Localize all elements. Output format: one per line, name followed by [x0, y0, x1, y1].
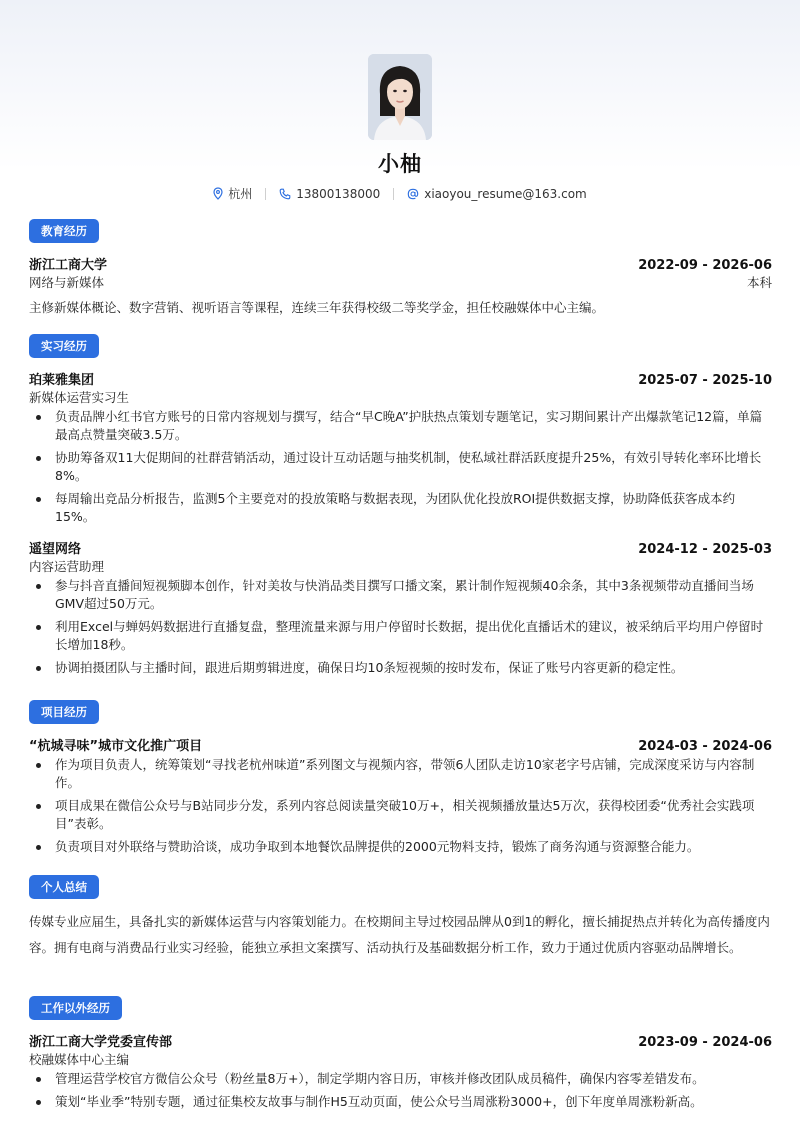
education-section — [29, 219, 772, 318]
contact-email — [407, 187, 587, 201]
project-header — [29, 735, 772, 754]
bullet-item: 项目成果在微信公众号与B站同步分发，系列内容总阅读量突破10万+，相关视频播放量达5万次，获得校团委“优秀社会实践项目”表彰。 — [29, 797, 772, 833]
education-description: 主修新媒体概论、数字营销、视听语言等课程，连续三年获得校级二等奖学金，担任校融媒体中心主编。 — [29, 300, 605, 315]
bullet-item: 负责项目对外联络与赞助洽谈，成功争取到本地餐饮品牌提供的2000元物料支持，锻炼了商务沟通与资源整合能力。 — [29, 838, 772, 856]
summary-tag: 个人总结 — [29, 875, 99, 899]
company-name: 珀莱雅集团 — [29, 373, 95, 388]
project-section — [29, 700, 772, 861]
summary-text: 传媒专业应届生，具备扎实的新媒体运营与内容策划能力。在校期间主导过校园品牌从0到1的孵化，擅长捕捉热点并转化为高传播度内容。拥有电商与消费品行业实习经验，能独立承担文案撰写、活动执行及基础数据分析工作，致力于通过优质内容驱动品牌增长。 — [29, 914, 770, 955]
contact-divider — [265, 188, 266, 200]
extracurricular-header — [29, 1031, 772, 1050]
education-dates: 2022-09 - 2026-06 — [638, 258, 772, 273]
company-name: 遥望网络 — [29, 542, 82, 557]
internship-header — [29, 369, 772, 388]
internship-role: 新媒体运营实习生 — [29, 390, 130, 405]
project-name: “杭城寻味”城市文化推广项目 — [29, 739, 203, 754]
resume-header — [0, 54, 800, 202]
at-sign-icon — [407, 188, 419, 200]
internship-dates: 2024-12 - 2025-03 — [638, 542, 772, 557]
phone-icon — [279, 188, 291, 200]
contact-bar — [0, 185, 800, 202]
bullet-item: 作为项目负责人，统筹策划“寻找老杭州味道”系列图文与视频内容，带领6人团队走访10家老字号店铺，完成深度采访与内容制作。 — [29, 756, 772, 792]
organization-name: 浙江工商大学党委宣传部 — [29, 1035, 173, 1050]
extracurricular-section — [29, 996, 772, 1116]
education-header — [29, 254, 772, 273]
internship-bullets — [29, 577, 772, 677]
internship-dates: 2025-07 - 2025-10 — [638, 373, 772, 388]
bullet-item: 负责品牌小红书官方账号的日常内容规划与撰写，结合“早C晚A”护肤热点策划专题笔记，实习期间累计产出爆款笔记12篇，单篇最高点赞量突破3.5万。 — [29, 408, 772, 444]
internship-bullets — [29, 408, 772, 526]
project-dates: 2024-03 - 2024-06 — [638, 739, 772, 754]
summary-section — [29, 875, 772, 961]
extracurricular-tag: 工作以外经历 — [29, 996, 122, 1020]
bullet-item: 协调拍摄团队与主播时间，跟进后期剪辑进度，确保日均10条短视频的按时发布，保证了账号内容更新的稳定性。 — [29, 659, 772, 677]
internship-section — [29, 334, 772, 682]
phone-text[interactable]: 13800138000 — [296, 186, 381, 201]
internship-tag: 实习经历 — [29, 334, 99, 358]
extracurricular-role: 校融媒体中心主编 — [29, 1052, 130, 1067]
education-tag: 教育经历 — [29, 219, 99, 243]
education-subheader — [29, 273, 772, 291]
email-text[interactable]: xiaoyou_resume@163.com — [424, 186, 587, 201]
contact-phone — [279, 187, 380, 201]
extracurricular-dates: 2023-09 - 2024-06 — [638, 1035, 772, 1050]
school-name: 浙江工商大学 — [29, 258, 108, 273]
contact-location — [213, 185, 252, 202]
internship-role: 内容运营助理 — [29, 559, 105, 574]
candidate-name: 小柚 — [378, 152, 422, 176]
project-bullets — [29, 756, 772, 856]
project-tag: 项目经历 — [29, 700, 99, 724]
contact-divider — [393, 188, 394, 200]
bullet-item: 参与抖音直播间短视频脚本创作，针对美妆与快消品类目撰写口播文案，累计制作短视频40余条，其中3条视频带动直播间当场GMV超过50万元。 — [29, 577, 772, 613]
location-text: 杭州 — [228, 187, 253, 201]
profile-photo — [368, 54, 432, 140]
extracurricular-bullets — [29, 1070, 772, 1111]
bullet-item: 利用Excel与蝉妈妈数据进行直播复盘，整理流量来源与用户停留时长数据，提出优化直播话术的建议，被采纳后平均用户停留时长增加18秒。 — [29, 618, 772, 654]
internship-header — [29, 538, 772, 557]
bullet-item: 协助筹备双11大促期间的社群营销活动，通过设计互动话题与抽奖机制，使私域社群活跃度提升25%，有效引导转化率环比增长8%。 — [29, 449, 772, 485]
bullet-item: 每周输出竞品分析报告，监测5个主要竞对的投放策略与数据表现，为团队优化投放ROI提供数据支撑，协助降低获客成本约15%。 — [29, 490, 772, 526]
bullet-item: 管理运营学校官方微信公众号（粉丝量8万+），制定学期内容日历，审核并修改团队成员稿件，确保内容零差错发布。 — [29, 1070, 772, 1088]
education-major: 网络与新媒体 — [29, 275, 105, 290]
education-degree: 本科 — [746, 275, 772, 290]
location-pin-icon — [213, 187, 223, 200]
bullet-item: 策划“毕业季”特别专题，通过征集校友故事与制作H5互动页面，使公众号当周涨粉3000+，创下年度单周涨粉新高。 — [29, 1093, 772, 1111]
